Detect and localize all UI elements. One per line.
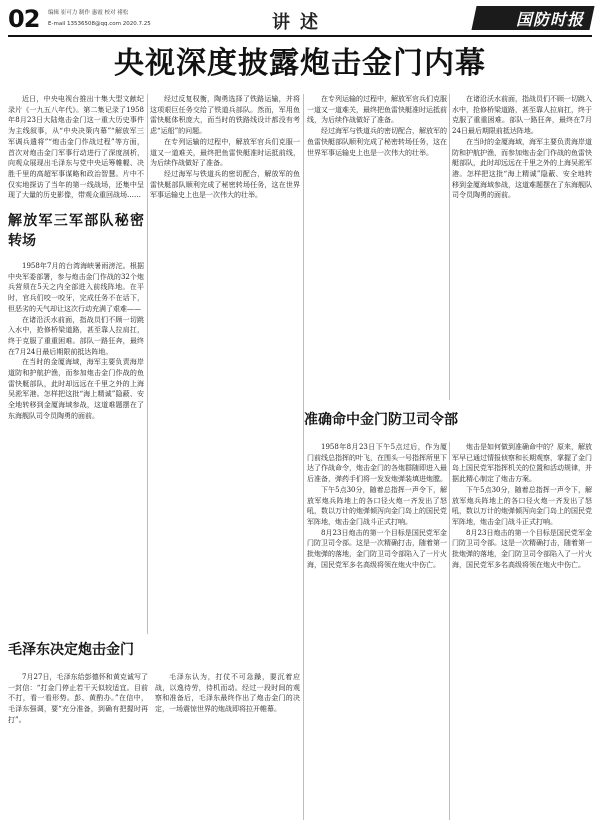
section-2-heading-wrap [304, 410, 594, 430]
article-column-4 [452, 94, 592, 396]
header-rule [8, 35, 592, 37]
article-column-3-lower [307, 442, 447, 820]
body-paragraph: 7月27日，毛泽东给彭德怀和黄克诚写了一封信：“打金门停止若干天似较适宜。目前不打，看一看形势。彭、黄酌办。”在信中，毛泽东强调，要“充分准备，到确有把握时再打”。 [8, 673, 148, 724]
page-number: 02 [8, 5, 40, 33]
editor-credits: 编辑 崔可力 制作 惠霞 校对 褚松 [48, 10, 129, 16]
masthead-logo: 国防时报 [515, 10, 584, 29]
body-paragraph: 经过海军与铁道兵的密切配合，解放军的鱼雷快艇部队顺利完成了秘密转场任务，这在世界军事运输史上也是一次伟大的壮举。 [150, 169, 300, 200]
body-paragraph: 在诸沿沃水前面，指战员们不顾一切跳入水中，抢修桥梁道路，甚至靠人拉肩扛，终于克服了重重困难。部队一路狂奔，最终在7月24日最后期限前抵达阵地。 [8, 315, 144, 356]
body-paragraph: 8月23日炮击的第一个目标是国民党军金门防卫司令部。这是一次精确打击，随着第一批炮弹的落地，金门防卫司令部陷入了一片火海，国民党军多名高级将领在炮火中伤亡。 [452, 528, 592, 569]
column-divider [449, 442, 450, 820]
body-paragraph: 1958年8月23日下午5点过后，作为厦门前线总指挥的叶飞，在围头一号指挥所里下达了作战命令，炮击金门的各炮群随即进入最后准备，弹药手们将一发发炮弹装填进炮膛。 [307, 443, 447, 484]
section-heading-mao-decision: 毛泽东决定炮击金门 [8, 642, 134, 658]
headline: 央视深度披露炮击金门内幕 [114, 46, 486, 81]
section-name: 讲述 [272, 12, 328, 33]
body-paragraph: 经过海军与铁道兵的密切配合，解放军的鱼雷快艇部队顺利完成了秘密转场任务，这在世界军事运输史上也是一次伟大的壮举。 [307, 127, 447, 157]
section-heading-command-hit: 准确命中金门防卫司令部 [304, 412, 458, 428]
article-column-2-lower [155, 672, 300, 820]
body-paragraph: 经过反复权衡，陶勇选择了铁路运输，并将这项艰巨任务交给了铁道兵部队。然而，军用鱼雷快艇体积庞大，而当时的铁路线设计都没有考虑“运船”的问题。 [150, 95, 300, 136]
body-paragraph: 下午5点30分，随着总指挥一声令下，解放军炮兵阵地上的各口径火炮一齐发出了怒吼，数以万计的炮弹倾泻向金门岛上的国民党军阵地，炮击金门战斗正式打响。 [452, 485, 592, 526]
body-paragraph: 在专列运输的过程中，解放军官兵们克服一道又一道难关，最终把鱼雷快艇准时运抵前线，为后续作战做好了准备。 [150, 137, 300, 168]
body-paragraph: 炮击是如何做到准确命中的？原来，解放军早已通过情报侦察和长期观察，掌握了金门岛上国民党军指挥机关的位置和活动规律，并据此精心制定了炮击方案。 [452, 443, 592, 484]
intro-paragraph: 近日，中央电视台推出十集大型文献纪录片《一九五八年代》。第二集记录了1958年8月23日大陆炮击金门这一重大历史事件为主线叙事，从“中央决策内幕”“解放军三军调兵遣将”“炮击金门作战过程”等方面，首次对炮击金门军事行动进行了深度剖析，向观众展现出毛泽东与党中央运筹帷幄、决胜千里的高超军事谋略和政治智慧。片中不仅实地探访了当年的第一线战场，还集中呈现了大量的历史影像，带观众重回战场…… [8, 95, 144, 200]
section-heading-troop-transfer: 解放军三军部队秘密转场 [8, 213, 144, 250]
column-divider [303, 94, 304, 820]
body-paragraph: 在专列运输的过程中，解放军官兵们克服一道又一道难关，最终把鱼雷快艇准时运抵前线，为后续作战做好了准备。 [307, 95, 447, 125]
body-paragraph: 1958年7月的台湾海峡暑雨滂沱。根据中央军委部署，参与炮击金门作战的32个炮兵营须在5天之内全部进入前线阵地。在平时，官兵们咬一咬牙，完成任务不在话下，但恶劣的天气却让这次行动充满了艰难—— [8, 262, 144, 313]
section-3-heading-wrap [8, 640, 298, 660]
article-column-4-lower [452, 442, 592, 820]
page-header [8, 6, 592, 36]
body-paragraph: 在当时的金厦海域，海军主要负责海岸道防和护航护渔，而参加炮击金门作战的鱼雷快艇部队，此时却远远在千里之外的上海吴淞军港。怎样把这批“海上精诚”隐蔽、安全地转移到金厦海域参战，这道难题摆在了东海舰队司令员陶勇的面前。 [452, 137, 592, 200]
body-paragraph: 8月23日炮击的第一个目标是国民党军金门防卫司令部。这是一次精确打击，随着第一批炮弹的落地，金门防卫司令部陷入了一片火海，国民党军多名高级将领在炮火中伤亡。 [307, 528, 447, 569]
article-column-3 [307, 94, 447, 396]
article-column-1 [8, 94, 144, 734]
article-column-1-lower [8, 672, 148, 820]
article-column-2 [150, 94, 300, 642]
column-divider [449, 94, 450, 400]
body-paragraph: 下午5点30分，随着总指挥一声令下，解放军炮兵阵地上的各口径火炮一齐发出了怒吼，数以万计的炮弹倾泻向金门岛上的国民党军阵地，炮击金门战斗正式打响。 [307, 485, 447, 526]
body-paragraph: 在当时的金厦海域，海军主要负责海岸道防和护航护渔，而参加炮击金门作战的鱼雷快艇部队，此时却远远在千里之外的上海吴淞军港。怎样把这批“海上精诚”隐蔽、安全地转移到金厦海域参战，这道难题摆在了东海舰队司令员陶勇的面前。 [8, 358, 144, 420]
body-paragraph: 毛泽东认为，打仗不可急躁，要沉着应战，以逸待劳，待机而动。经过一段时间的观察和准备后，毛泽东最终作出了炮击金门的决定，一场震惊世界的炮战即将拉开帷幕。 [155, 673, 300, 714]
body-paragraph: 在诸沿沃水前面，指战员们不顾一切跳入水中，抢修桥梁道路，甚至靠人拉肩扛，终于克服了重重困难。部队一路狂奔，最终在7月24日最后期限前抵达阵地。 [452, 95, 592, 136]
column-divider [147, 94, 148, 634]
contact-line: E-mail 13536508@qq.com 2020.7.25 [48, 21, 151, 27]
